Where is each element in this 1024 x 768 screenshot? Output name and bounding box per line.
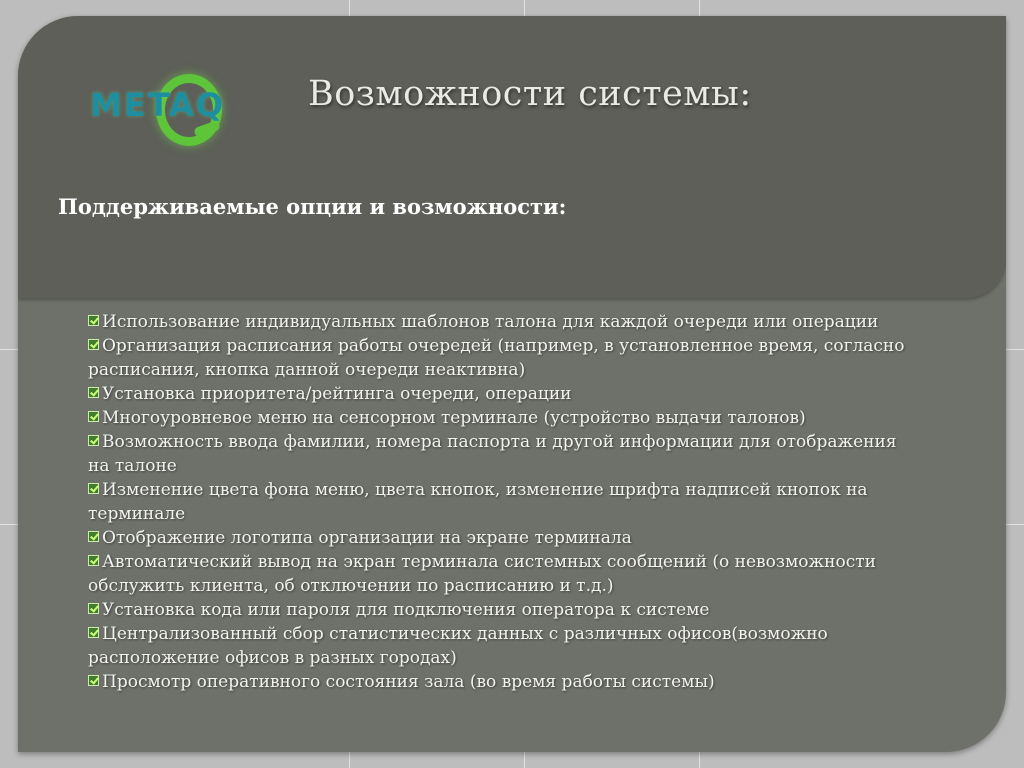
check-icon [88, 675, 99, 686]
list-item [88, 430, 908, 478]
header-panel [18, 16, 1006, 298]
list-item-text: Возможность ввода фамилии, номера паспорта и другой информации для отображения на талоне [88, 432, 897, 476]
list-item [88, 406, 908, 430]
check-icon [88, 315, 99, 326]
check-icon [88, 411, 99, 422]
list-item [88, 310, 908, 334]
page-title: Возможности системы: [308, 74, 752, 114]
list-item [88, 598, 908, 622]
check-icon [88, 339, 99, 350]
check-icon [88, 387, 99, 398]
list-item [88, 478, 908, 526]
list-item-text: Изменение цвета фона меню, цвета кнопок, изменение шрифта надписей кнопок на терминале [88, 480, 868, 524]
check-icon [88, 435, 99, 446]
feature-list [88, 310, 908, 694]
list-item-text: Использование индивидуальных шаблонов талона для каждой очереди или операции [102, 312, 879, 332]
list-item-text: Просмотр оперативного состояния зала (во время работы системы) [102, 672, 715, 692]
logo [86, 68, 236, 148]
check-icon [88, 483, 99, 494]
list-item [88, 382, 908, 406]
list-item-text: Автоматический вывод на экран терминала системных сообщений (о невозможности обслужить клиента, об отключении по расписанию и т.д.) [88, 552, 876, 596]
list-item-text: Централизованный сбор статистических данных с различных офисов(возможно расположение офисов в разных городах) [88, 624, 828, 668]
check-icon [88, 555, 99, 566]
check-icon [88, 627, 99, 638]
list-item-text: Организация расписания работы очередей (например, в установленное время, согласно расписания, кнопка данной очереди неактивна) [88, 336, 905, 380]
list-item-text: Многоуровневое меню на сенсорном терминале (устройство выдачи талонов) [102, 408, 806, 428]
list-item [88, 622, 908, 670]
check-icon [88, 531, 99, 542]
check-icon [88, 603, 99, 614]
list-item-text: Установка приоритета/рейтинга очереди, операции [102, 384, 572, 404]
logo-text: METAQ [90, 86, 226, 124]
slide [18, 16, 1006, 752]
list-item [88, 334, 908, 382]
list-item [88, 550, 908, 598]
list-item-text: Отображение логотипа организации на экране терминала [102, 528, 632, 548]
list-item [88, 526, 908, 550]
list-item-text: Установка кода или пароля для подключения оператора к системе [102, 600, 710, 620]
list-item [88, 670, 908, 694]
section-subtitle: Поддерживаемые опции и возможности: [58, 194, 567, 219]
